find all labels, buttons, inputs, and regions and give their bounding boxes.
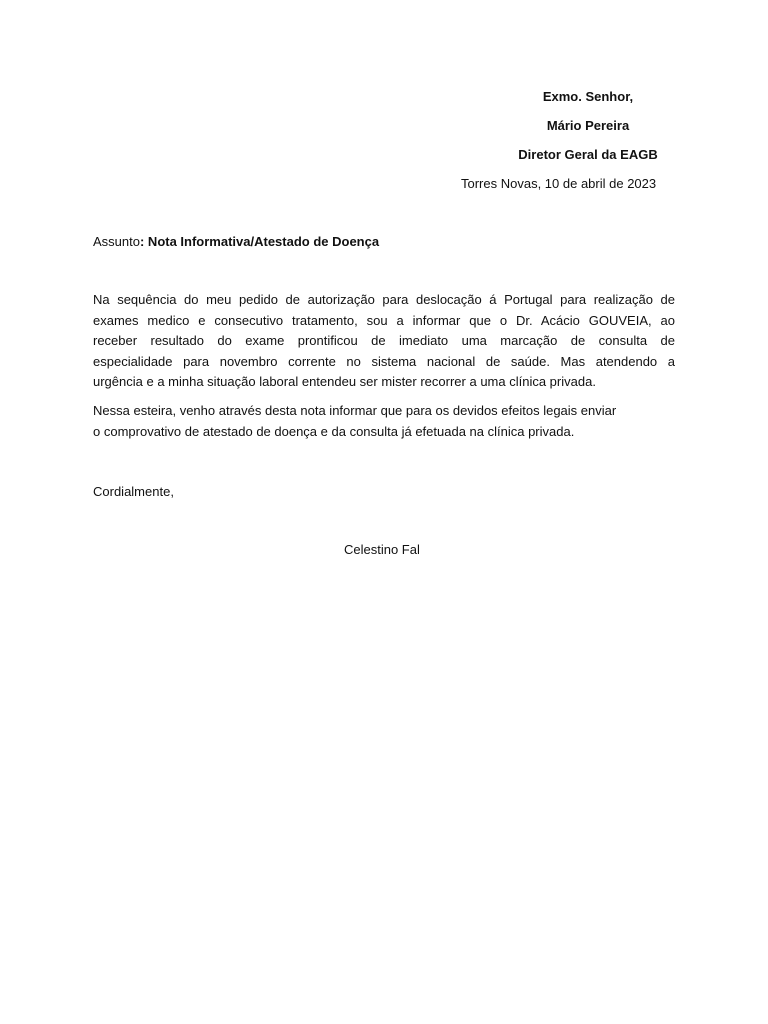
paragraph-1 <box>93 290 675 393</box>
paragraph-2 <box>93 401 675 442</box>
paragraph-2-line: Nessa esteira, venho através desta nota informar que para os devidos efeitos legais enviar <box>93 403 617 418</box>
recipient-name: Mário Pereira <box>546 118 630 133</box>
place-date: Torres Novas, 10 de abril de 2023 <box>461 176 657 191</box>
paragraph-1-line: Na sequência do meu pedido de autorização para deslocação á Portugal para realização de <box>93 292 675 307</box>
paragraph-1-line: especialidade para novembro corrente no sistema nacional de saúde. Mas atendendo a <box>93 353 675 369</box>
subject-line <box>93 234 379 250</box>
subject-label: Assunto <box>93 234 140 249</box>
paragraph-2-line: o comprovativo de atestado de doença e da consulta já efetuada na clínica privada. <box>93 423 575 439</box>
paragraph-1-line: urgência e a minha situação laboral entendeu ser mister recorrer a uma clínica privada. <box>93 374 596 389</box>
recipient-salutation: Exmo. Senhor, <box>542 89 634 104</box>
signature: Celestino Fal <box>344 542 420 557</box>
closing: Cordialmente, <box>93 484 174 499</box>
paragraph-1-line: receber resultado do exame prontificou de imediato uma marcação de consulta de <box>93 333 675 348</box>
subject-value: : Nota Informativa/Atestado de Doença <box>139 234 380 249</box>
recipient-title: Diretor Geral da EAGB <box>518 147 658 162</box>
paragraph-1-line: exames medico e consecutivo tratamento, sou a informar que o Dr. Acácio GOUVEIA, ao <box>93 312 675 328</box>
